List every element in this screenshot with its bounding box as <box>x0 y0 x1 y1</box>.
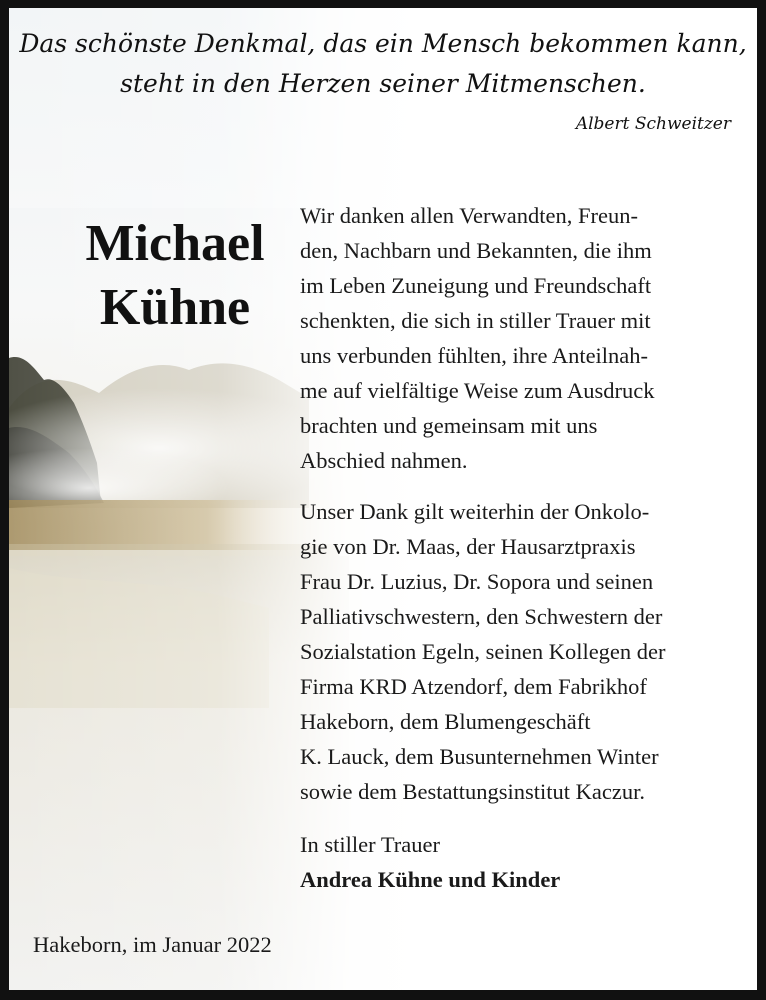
obituary-card <box>9 8 757 990</box>
text-line: Hakeborn, dem Blumengeschäft <box>300 709 591 734</box>
signer: Andrea Kühne und Kinder <box>300 867 561 892</box>
closing-phrase: In stiller Trauer <box>300 832 440 857</box>
text-line: Frau Dr. Luzius, Dr. Sopora und seinen <box>300 569 654 594</box>
text-line: Sozialstation Egeln, seinen Kollegen der <box>300 639 666 664</box>
quote <box>9 24 757 104</box>
text-line: uns verbunden fühlten, ihre Anteilnah- <box>300 343 649 368</box>
text-line: Abschied nahmen. <box>300 448 468 473</box>
text-line: me auf vielfältige Weise zum Ausdruck <box>300 378 655 403</box>
text-line: Palliativschwestern, den Schwestern der <box>300 604 663 629</box>
quote-line: steht in den Herzen seiner Mitmenschen. <box>120 69 646 98</box>
thanks-text <box>300 198 745 897</box>
last-name: Kühne <box>99 279 251 336</box>
text-line: gie von Dr. Maas, der Hausarztpraxis <box>300 534 636 559</box>
text-line: sowie dem Bestattungsinstitut Kaczur. <box>300 779 645 804</box>
text-line: Wir danken allen Verwandten, Freun- <box>300 203 638 228</box>
thanks-paragraph-1 <box>300 198 745 478</box>
place-date: Hakeborn, im Januar 2022 <box>33 932 272 957</box>
thanks-paragraph-2 <box>300 494 745 809</box>
first-name: Michael <box>85 215 265 272</box>
quote-author: Albert Schweitzer <box>575 114 731 134</box>
text-line: K. Lauck, dem Busunternehmen Winter <box>300 744 659 769</box>
text-line: im Leben Zuneigung und Freundschaft <box>300 273 652 298</box>
text-line: den, Nachbarn und Bekannten, die ihm <box>300 238 652 263</box>
text-line: Firma KRD Atzendorf, dem Fabrikhof <box>300 674 647 699</box>
quote-line: Das schönste Denkmal, das ein Mensch bekommen kann, <box>19 29 747 58</box>
closing <box>300 827 745 897</box>
text-line: Unser Dank gilt weiterhin der Onkolo- <box>300 499 650 524</box>
text-line: brachten und gemeinsam mit uns <box>300 413 598 438</box>
text-line: schenkten, die sich in stiller Trauer mit <box>300 308 651 333</box>
deceased-name <box>37 212 313 340</box>
